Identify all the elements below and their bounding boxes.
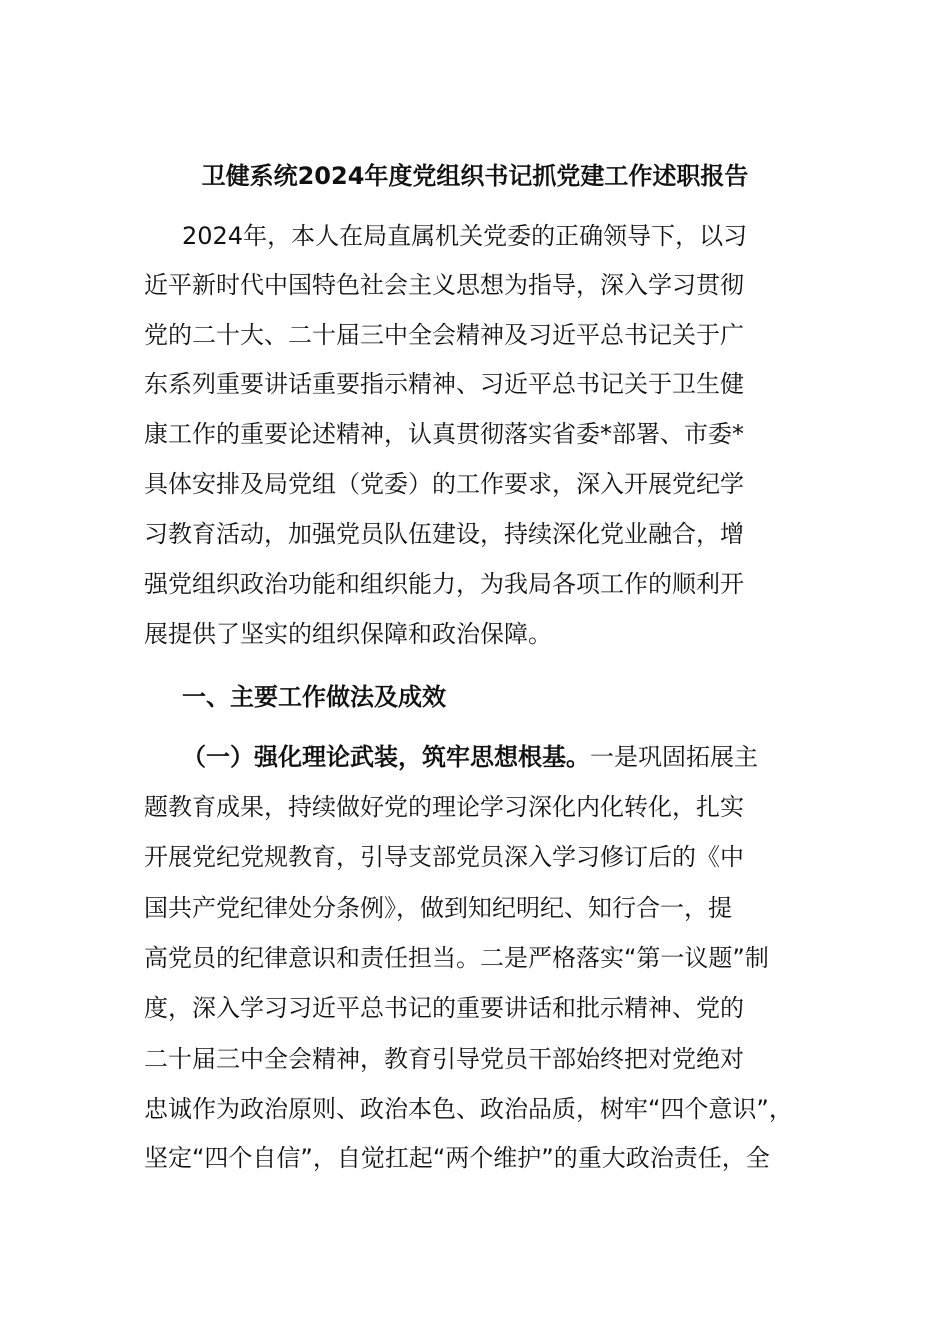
paragraph-line: 度，深入学习习近平总书记的重要讲话和批示精神、党的 (144, 994, 744, 1022)
paragraph-line: 康工作的重要论述精神，认真贯彻落实省委*部署、市委* (144, 420, 744, 448)
paragraph-line: 近平新时代中国特色社会主义思想为指导，深入学习贯彻 (144, 271, 744, 299)
paragraph-line (182, 740, 758, 774)
paragraph-line: 忠诚作为政治原则、政治本色、政治品质，树牢“四个意识”， (144, 1095, 793, 1123)
document-title: 卫健系统2024年度党组织书记抓党建工作述职报告 (201, 162, 749, 190)
paragraph-line: 党的二十大、二十届三中全会精神及习近平总书记关于广 (144, 321, 744, 349)
paragraph-line: 国共产党纪律处分条例》，做到知纪明纪、知行合一，提 (144, 894, 732, 922)
section-heading: 一、主要工作做法及成效 (182, 683, 446, 711)
paragraph-line: 二十届三中全会精神，教育引导党员干部始终把对党绝对 (144, 1045, 744, 1073)
paragraph-line: 题教育成果，持续做好党的理论学习深化内化转化，扎实 (144, 793, 744, 821)
paragraph-line: 坚定“四个自信”，自觉扛起“两个维护”的重大政治责任，全 (144, 1144, 770, 1172)
paragraph-line: 东系列重要讲话重要指示精神、习近平总书记关于卫生健 (144, 370, 744, 398)
paragraph-line: 习教育活动，加强党员队伍建设，持续深化党业融合，增 (144, 520, 744, 548)
paragraph-text: 一是巩固拓展主 (590, 743, 758, 771)
paragraph-line: 展提供了坚实的组织保障和政治保障。 (144, 620, 552, 648)
paragraph-line: 高党员的纪律意识和责任担当。二是严格落实“第一议题”制 (144, 944, 769, 972)
paragraph-line: 开展党纪党规教育，引导支部党员深入学习修订后的《中 (144, 843, 744, 871)
subsection-heading: （一）强化理论武装，筑牢思想根基。 (182, 743, 590, 771)
paragraph-line: 强党组织政治功能和组织能力，为我局各项工作的顺利开 (144, 570, 744, 598)
paragraph-line: 2024年，本人在局直属机关党委的正确领导下，以习 (182, 222, 748, 250)
paragraph-line: 具体安排及局党组（党委）的工作要求，深入开展党纪学 (144, 470, 744, 498)
